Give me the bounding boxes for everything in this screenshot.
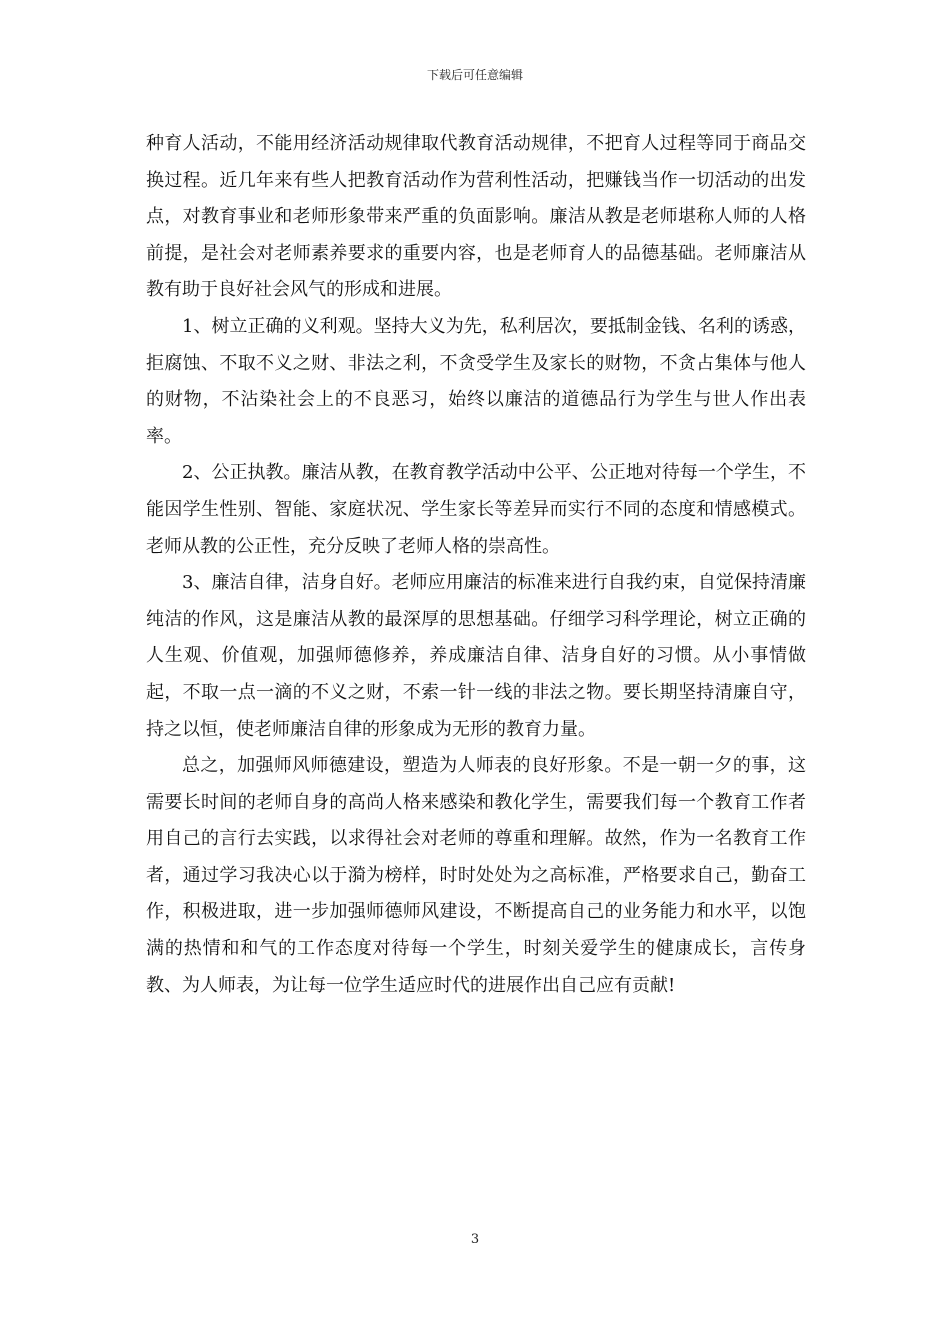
paragraph-point-1: 1、树立正确的义利观。坚持大义为先，私利居次，要抵制金钱、名利的诱惑，拒腐蚀、不取不义之财、非法之利，不贪受学生及家长的财物，不贪占集体与他人的财物，不沾染社会上的不良恶习，始终以廉洁的道德品行为学生与世人作出表率。 bbox=[146, 315, 806, 447]
paragraph-conclusion: 总之，加强师风师德建设，塑造为人师表的良好形象。不是一朝一夕的事，这需要长时间的老师自身的高尚人格来感染和教化学生，需要我们每一个教育工作者用自己的言行去实践，以求得社会对老师的尊重和理解。故然，作为一名教育工作者，通过学习我决心以于漪为榜样，时时处处为之高标准，严格要求自己，勤奋工作，积极进取，进一步加强师德师风建设，不断提高自己的业务能力和水平，以饱满的热情和和气的工作态度对待每一个学生，时刻关爱学生的健康成长，言传身教、为人师表，为让每一位学生适应时代的进展作出自己应有贡献! bbox=[146, 755, 806, 996]
document-body bbox=[146, 126, 806, 1004]
page-number: 3 bbox=[470, 1232, 480, 1247]
paragraph-point-2: 2、公正执教。廉洁从教，在教育教学活动中公平、公正地对待每一个学生，不能因学生性别、智能、家庭状况、学生家长等差异而实行不同的态度和情感模式。老师从教的公正性，充分反映了老师人格的崇高性。 bbox=[146, 462, 806, 557]
paragraph-point-3: 3、廉洁自律，洁身自好。老师应用廉洁的标准来进行自我约束，自觉保持清廉纯洁的作风，这是廉洁从教的最深厚的思想基础。仔细学习科学理论，树立正确的人生观、价值观，加强师德修养，养成廉洁自律、洁身自好的习惯。从小事情做起，不取一点一滴的不义之财，不索一针一线的非法之物。要长期坚持清廉自守，持之以恒，使老师廉洁自律的形象成为无形的教育力量。 bbox=[146, 572, 806, 740]
paragraph-continuation: 种育人活动，不能用经济活动规律取代教育活动规律，不把育人过程等同于商品交换过程。近几年来有些人把教育活动作为营利性活动，把赚钱当作一切活动的出发点，对教育事业和老师形象带来严重的负面影响。廉洁从教是老师堪称人师的人格前提，是社会对老师素养要求的重要内容，也是老师育人的品德基础。老师廉洁从教有助于良好社会风气的形成和进展。 bbox=[146, 133, 806, 301]
page-header: 下载后可任意编辑 bbox=[426, 68, 523, 82]
